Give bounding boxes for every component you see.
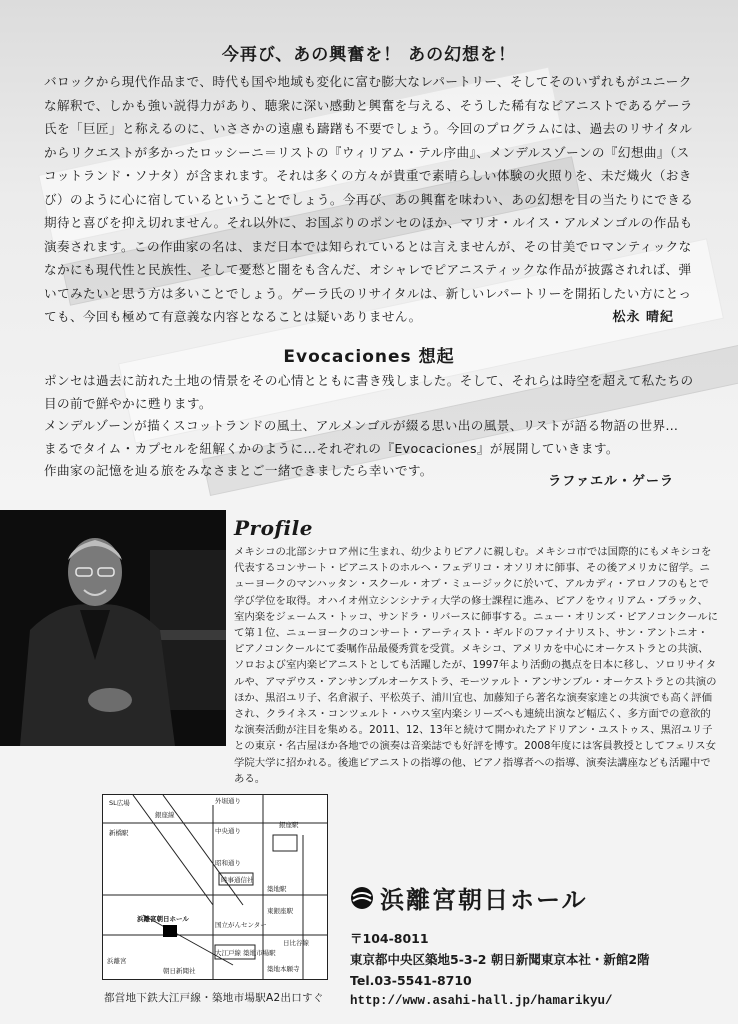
map-label: 朝日新聞社: [163, 967, 196, 975]
venue-logo: [350, 880, 588, 915]
map-label: 新橋駅: [109, 829, 129, 837]
intro-title: 今再び、あの興奮を！ あの幻想を！: [221, 45, 517, 65]
map-label: 国立がんセンター: [215, 921, 267, 929]
venue-url[interactable]: http://www.asahi-hall.jp/hamarikyu/: [350, 994, 613, 1008]
map-label: SL広場: [109, 799, 130, 807]
map-label: 時事通信社: [221, 876, 254, 884]
intro-author: 松永 晴紀: [612, 310, 674, 325]
profile-title: Profile: [234, 516, 313, 540]
evocaciones-title: Evocaciones 想起: [283, 347, 455, 367]
hall-marker: [163, 925, 177, 937]
map-label: 東銀座駅: [267, 907, 293, 915]
map-caption: 都営地下鉄大江戸線・築地市場駅A2出口すぐ: [104, 992, 324, 1004]
map-label: 昭和通り: [215, 859, 241, 867]
venue-postal: 〒104-8011: [350, 931, 429, 946]
map-label: 築地本願寺: [267, 965, 300, 973]
evocaciones-line: メンデルゾーンが描くスコットランドの風土、アルメンゴルが綴る思い出の風景、リストが語る物語の世界… まるでタイム・カプセルを紐解くかのように…それぞれの『Evocaciones』が展開していきます。: [44, 418, 679, 456]
map-label: 銀座駅: [279, 821, 299, 829]
venue-name: 浜離宮朝日ホール: [380, 885, 588, 914]
pianist-photo: [0, 510, 226, 746]
venue-tel: Tel.03-5541-8710: [350, 973, 472, 988]
map-label: 浜離宮: [107, 957, 127, 965]
map-drawing: [103, 795, 327, 979]
asahi-logo-icon: [350, 886, 374, 910]
pianist-portrait-icon: [0, 510, 226, 746]
evocaciones-author: ラファエル・ゲーラ: [548, 474, 674, 489]
map-label: 外堀通り: [215, 797, 241, 805]
map-label: 築地駅: [267, 885, 287, 893]
map-label: 銀座線: [155, 811, 175, 819]
map-label: 浜離宮朝日ホール: [137, 915, 189, 923]
evocaciones-body: [44, 370, 694, 483]
evocaciones-line: ポンセは過去に訪れた土地の情景をその心情とともに書き残しました。そして、それらは時空を超えて私たちの目の前で鮮やかに甦ります。: [44, 373, 694, 411]
profile-body: メキシコの北部シナロア州に生まれ、幼少よりピアノに親しむ。メキシコ市では国際的にもメキシコを代表するコンサート・ピアニストのホルヘ・フェデリコ・オソリオに師事、その後アメリカに留学。ニューヨークのマンハッタン・スクール・オブ・ミュージックに於いて、アルカディ・アロノフのもとで学び学位を取得。オハイオ州立シンシナティ大学の修士課程に進み、ピアノをウィリアム・ブラック、室内楽をジェームス・トッコ、サンドラ・リバースに師事する。ニュー・オリンズ・ピアノコンクールにて第１位、ニューヨークのコンサート・アーティスト・ギルドのファイナリスト、サン・アントニオ・ピアノコンクールにて委嘱作品最優秀賞を受賞。メキシコ、アメリカを中心にオーケストラとの共演、ソロおよび室内楽ピアニストとしても活躍したが、1997年より活動の拠点を日本に移し、ソロリサイタルや、アマデウス・アンサンブルオーケストラ、モーツァルト・アンサンブル・オーケストラとの共演のほか、黒沼ユリ子、名倉淑子、平松英子、浦川宜也、加藤知子ら著名な演奏家達との共演でも高く評価され、クライネス・コンツェルト・ハウス室内楽シリーズへも連続出演など幅広く、多方面での意欲的な演奏活動が注目を集める。2011、12、13年と続けて開かれたアドリアン・ユストゥス、黒沼ユリ子との東京・名古屋ほか各地での演奏は音楽誌でも好評を博す。2008年度には客員教授としてフェリス女学院大学に招かれる。後進ピアニストの指導の他、ピアノ指導者への指導、演奏法講座なども活躍中である。: [234, 546, 718, 785]
evocaciones-line: 作曲家の記憶を辿る旅をみなさまとご一緒できましたら幸いです。: [44, 463, 433, 478]
intro-body: バロックから現代作品まで、時代も国や地域も変化に富む膨大なレパートリー、そしてそのいずれもがユニークな解釈で、しかも強い説得力があり、聴衆に深い感動と興奮を与える、そうした稀有なピアニストであるゲーラ氏を「巨匠」と称えるのに、いささかの遠慮も躊躇も不要でしょう。今回のプログラムには、過去のリサイタルからリクエストが多かったロッシーニ＝リストの『ウィリアム・テル序曲』、メンデルスゾーンの『幻想曲』（スコットランド・ソナタ）が含まれます。それは多くの方々が貴重で素晴らしい体験の火照りを、未だ熾火（おきび）のように心に宿しているということでしょう。今再び、あの興奮を味わい、あの幻想を目の当たりにできる期待と喜びを抑え切れません。それ以外に、お国ぶりのポンセのほか、マリオ・ルイス・アルメンゴルの作品も演奏されます。この作曲家の名は、まだ日本では知られているとは言えませんが、その甘美でロマンティックななかにも現代性と民族性、そして憂愁と闇をも含んだ、オシャレでピアニスティックな作品が披露されれば、弾いてみたいと思う方は多いことでしょう。ゲーラ氏のリサイタルは、新しいレパートリーを開拓したい方にとっても、今回も極めて有意義な内容となることは疑いありません。: [44, 74, 694, 324]
access-map: [102, 794, 328, 980]
venue-address-block: [350, 928, 650, 1012]
map-label: 中央通り: [215, 827, 241, 835]
venue-address: 東京都中央区築地5-3-2 朝日新聞東京本社・新館2階: [350, 952, 650, 967]
map-label: 日比谷線: [283, 939, 309, 947]
map-label: 大江戸線 築地市場駅: [215, 949, 276, 957]
